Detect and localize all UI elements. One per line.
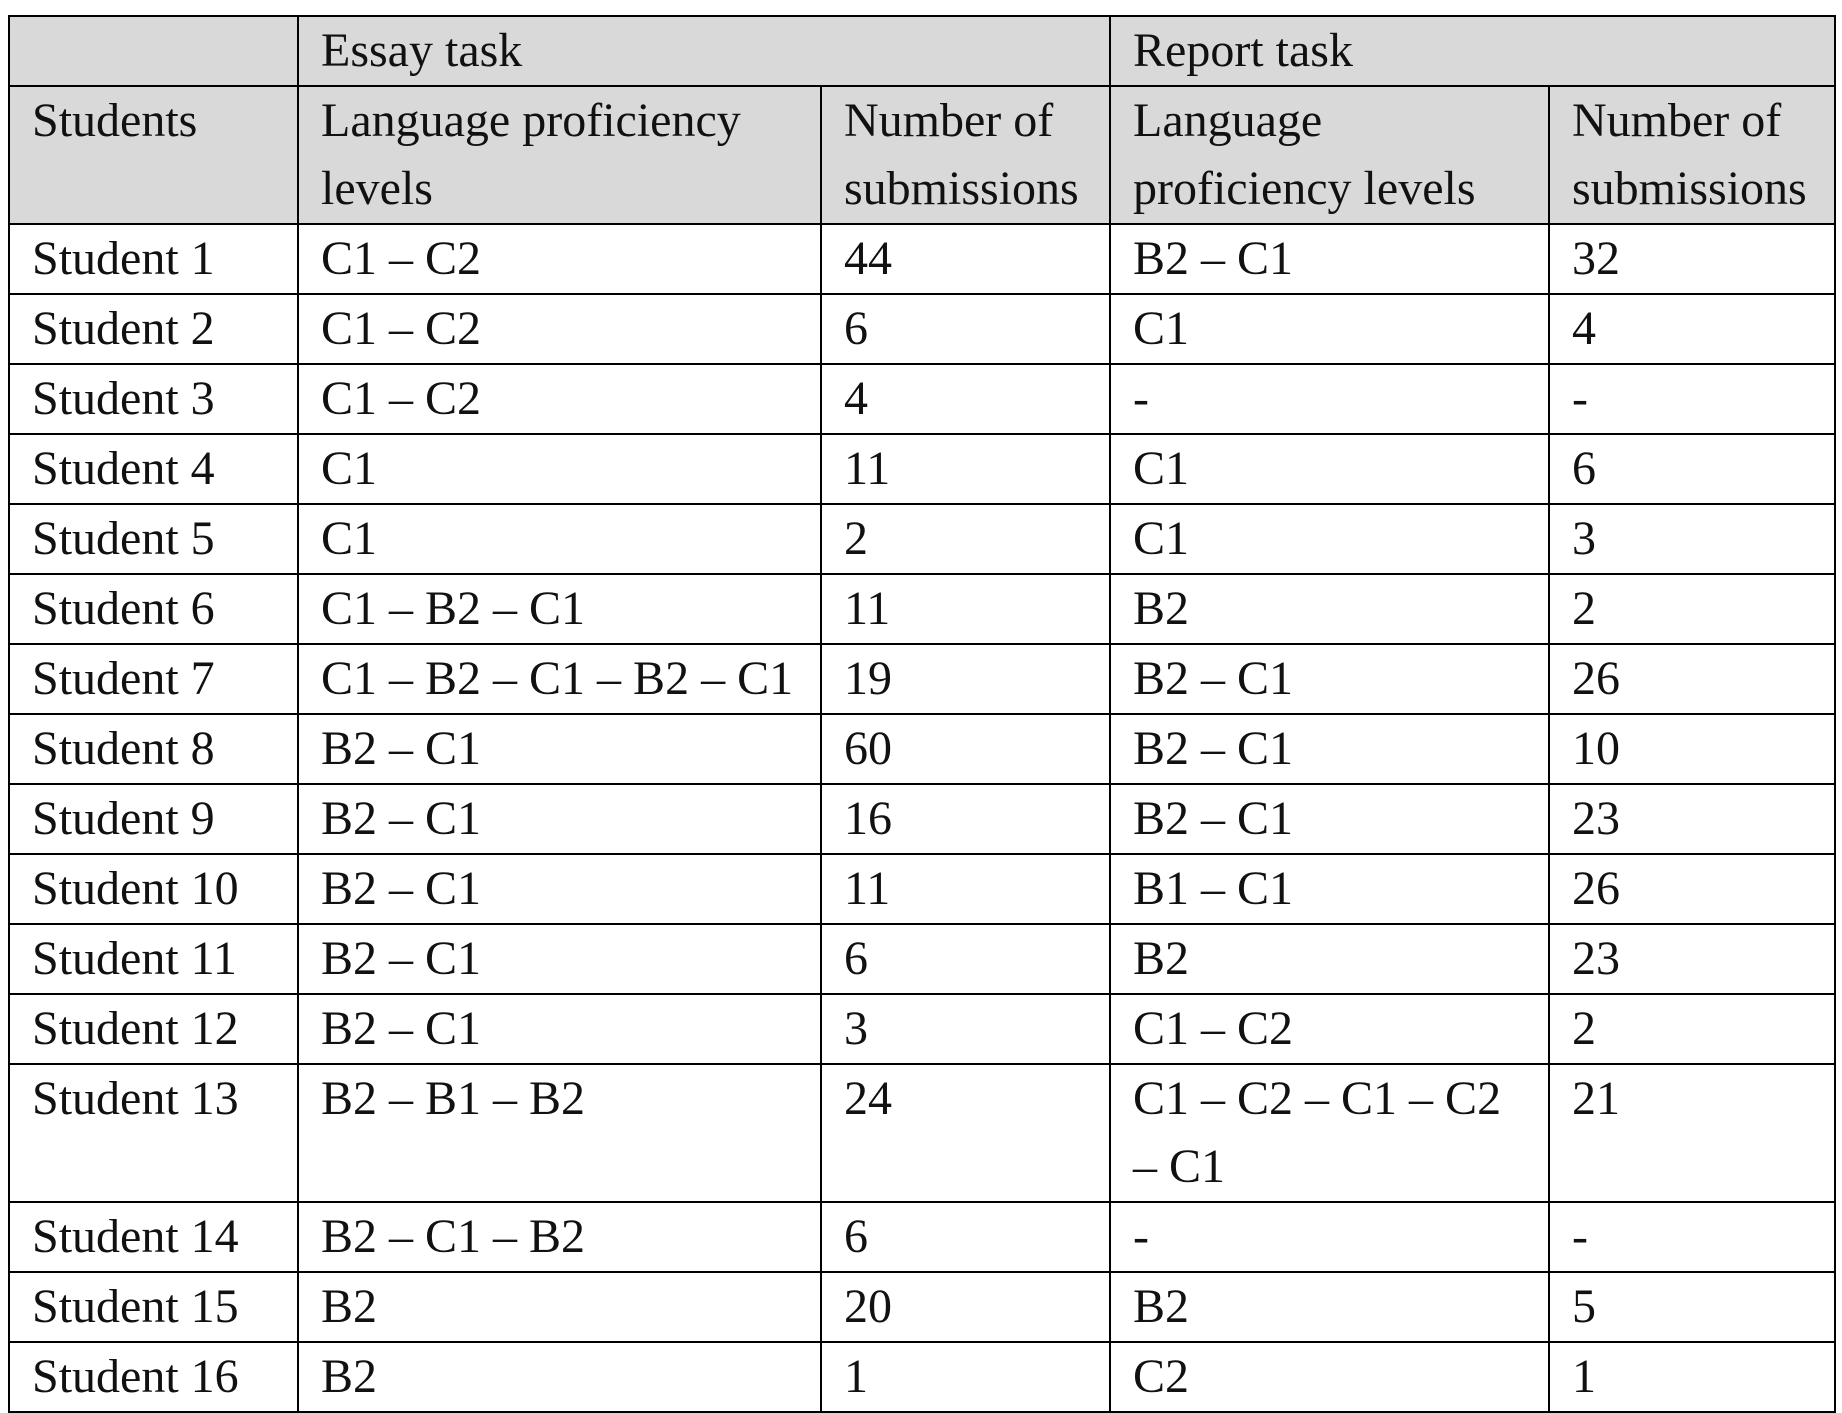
report-submissions-cell: - (1549, 364, 1835, 434)
table-row (9, 854, 1835, 924)
essay-levels-cell: B2 – C1 (298, 924, 821, 994)
student-cell: Student 2 (9, 294, 298, 364)
essay-levels-cell: C1 – C2 (298, 294, 821, 364)
essay-levels-cell: C1 (298, 434, 821, 504)
student-cell: Student 13 (9, 1064, 298, 1202)
report-levels-cell: B2 (1110, 1272, 1549, 1342)
student-cell: Student 15 (9, 1272, 298, 1342)
report-submissions-cell: 26 (1549, 854, 1835, 924)
header-essay-task: Essay task (298, 16, 1110, 86)
report-levels-cell: B2 (1110, 574, 1549, 644)
header-corner-cell (9, 16, 298, 86)
student-cell: Student 3 (9, 364, 298, 434)
report-submissions-cell: 3 (1549, 504, 1835, 574)
report-submissions-cell: 32 (1549, 224, 1835, 294)
essay-levels-cell: C1 (298, 504, 821, 574)
report-levels-cell: B2 – C1 (1110, 224, 1549, 294)
table-row (9, 1342, 1835, 1412)
report-submissions-cell: 5 (1549, 1272, 1835, 1342)
essay-levels-cell: B2 – C1 – B2 (298, 1202, 821, 1272)
essay-submissions-cell: 6 (821, 924, 1110, 994)
essay-levels-cell: C1 – C2 (298, 364, 821, 434)
essay-submissions-cell: 1 (821, 1342, 1110, 1412)
table-row (9, 364, 1835, 434)
student-cell: Student 7 (9, 644, 298, 714)
report-submissions-cell: 10 (1549, 714, 1835, 784)
table-row (9, 1202, 1835, 1272)
essay-submissions-cell: 44 (821, 224, 1110, 294)
student-cell: Student 5 (9, 504, 298, 574)
essay-levels-cell: B2 – B1 – B2 (298, 1064, 821, 1202)
report-submissions-cell: 23 (1549, 784, 1835, 854)
report-levels-cell: C1 – C2 (1110, 994, 1549, 1064)
essay-levels-cell: B2 – C1 (298, 994, 821, 1064)
table-row (9, 1064, 1835, 1202)
essay-submissions-cell: 6 (821, 1202, 1110, 1272)
essay-submissions-cell: 16 (821, 784, 1110, 854)
header-report-levels: Language proficiency levels (1110, 86, 1549, 224)
essay-submissions-cell: 20 (821, 1272, 1110, 1342)
report-submissions-cell: 4 (1549, 294, 1835, 364)
report-levels-cell: B2 – C1 (1110, 714, 1549, 784)
table-row (9, 644, 1835, 714)
table-row (9, 784, 1835, 854)
report-submissions-cell: 21 (1549, 1064, 1835, 1202)
report-submissions-cell: - (1549, 1202, 1835, 1272)
report-levels-cell: C1 (1110, 434, 1549, 504)
report-levels-cell: C1 (1110, 294, 1549, 364)
report-submissions-cell: 2 (1549, 574, 1835, 644)
report-levels-cell: C2 (1110, 1342, 1549, 1412)
report-submissions-cell: 2 (1549, 994, 1835, 1064)
table-row (9, 1272, 1835, 1342)
essay-levels-cell: B2 – C1 (298, 854, 821, 924)
report-levels-cell: - (1110, 1202, 1549, 1272)
essay-submissions-cell: 19 (821, 644, 1110, 714)
table-row (9, 714, 1835, 784)
report-submissions-cell: 6 (1549, 434, 1835, 504)
essay-submissions-cell: 6 (821, 294, 1110, 364)
essay-levels-cell: C1 – B2 – C1 (298, 574, 821, 644)
table-row (9, 504, 1835, 574)
header-row-columns (9, 86, 1835, 224)
student-cell: Student 16 (9, 1342, 298, 1412)
student-cell: Student 6 (9, 574, 298, 644)
report-levels-cell: C1 – C2 – C1 – C2 – C1 (1110, 1064, 1549, 1202)
student-cell: Student 12 (9, 994, 298, 1064)
essay-submissions-cell: 3 (821, 994, 1110, 1064)
essay-levels-cell: B2 (298, 1272, 821, 1342)
essay-levels-cell: B2 – C1 (298, 784, 821, 854)
student-cell: Student 9 (9, 784, 298, 854)
student-cell: Student 1 (9, 224, 298, 294)
student-cell: Student 10 (9, 854, 298, 924)
proficiency-submissions-table (8, 15, 1836, 1413)
student-cell: Student 8 (9, 714, 298, 784)
essay-levels-cell: C1 – B2 – C1 – B2 – C1 (298, 644, 821, 714)
report-levels-cell: C1 (1110, 504, 1549, 574)
essay-submissions-cell: 2 (821, 504, 1110, 574)
student-cell: Student 11 (9, 924, 298, 994)
essay-submissions-cell: 11 (821, 854, 1110, 924)
header-students: Students (9, 86, 298, 224)
table-row (9, 434, 1835, 504)
report-levels-cell: B1 – C1 (1110, 854, 1549, 924)
report-levels-cell: B2 (1110, 924, 1549, 994)
table-body (9, 224, 1835, 1412)
header-essay-levels: Language proficiency levels (298, 86, 821, 224)
report-submissions-cell: 26 (1549, 644, 1835, 714)
essay-submissions-cell: 60 (821, 714, 1110, 784)
essay-submissions-cell: 11 (821, 434, 1110, 504)
header-row-tasks (9, 16, 1835, 86)
table-row (9, 224, 1835, 294)
essay-levels-cell: B2 – C1 (298, 714, 821, 784)
student-cell: Student 14 (9, 1202, 298, 1272)
report-levels-cell: B2 – C1 (1110, 784, 1549, 854)
report-levels-cell: - (1110, 364, 1549, 434)
header-report-submissions: Number of submissions (1549, 86, 1835, 224)
table-row (9, 924, 1835, 994)
report-levels-cell: B2 – C1 (1110, 644, 1549, 714)
report-submissions-cell: 1 (1549, 1342, 1835, 1412)
report-submissions-cell: 23 (1549, 924, 1835, 994)
student-cell: Student 4 (9, 434, 298, 504)
essay-submissions-cell: 24 (821, 1064, 1110, 1202)
essay-submissions-cell: 4 (821, 364, 1110, 434)
table-row (9, 994, 1835, 1064)
essay-submissions-cell: 11 (821, 574, 1110, 644)
header-report-task: Report task (1110, 16, 1835, 86)
essay-levels-cell: B2 (298, 1342, 821, 1412)
table-row (9, 294, 1835, 364)
table-row (9, 574, 1835, 644)
header-essay-submissions: Number of submissions (821, 86, 1110, 224)
table-header (9, 16, 1835, 224)
essay-levels-cell: C1 – C2 (298, 224, 821, 294)
